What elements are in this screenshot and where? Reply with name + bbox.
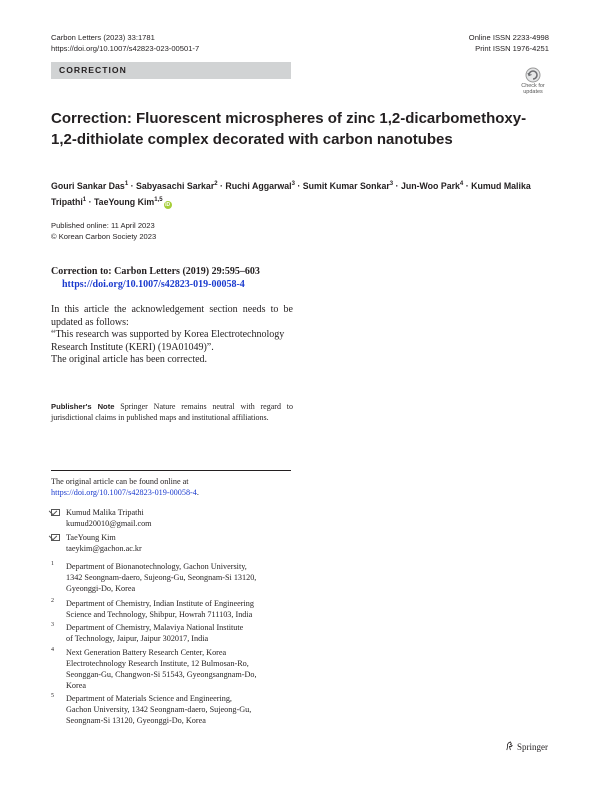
email-icon — [51, 509, 60, 516]
footnote-divider — [51, 470, 291, 471]
springer-horse-icon — [505, 741, 514, 751]
orcid-icon[interactable]: iD — [165, 202, 171, 208]
article-doi[interactable]: https://doi.org/10.1007/s42823-023-00501-7 — [51, 44, 200, 53]
affiliation: 3 Department of Chemistry, Malaviya National Institute of Technology, Jaipur, Jaipur 302017, India — [51, 622, 244, 643]
affiliation: 2 Department of Chemistry, Indian Institute of Engineering Science and Technology, Shibpur, Howrah 711103, India — [51, 598, 254, 619]
contact-email[interactable]: kumud20010@gmail.com — [66, 519, 152, 528]
copyright: © Korean Carbon Society 2023 — [51, 232, 157, 241]
section-label: CORRECTION — [59, 65, 127, 75]
author[interactable]: Sumit Kumar Sonkar$^3$ — [302, 181, 394, 191]
original-article-link[interactable]: https://doi.org/10.1007/s42823-019-00058-4 — [51, 488, 197, 497]
contact-entry — [51, 507, 291, 529]
body-paragraph: The original article has been corrected. — [51, 354, 208, 365]
springer-logo — [505, 741, 548, 753]
author[interactable]: Jun-Woo Park$^4$ — [400, 181, 464, 191]
published-date: Published online: 11 April 2023 — [51, 221, 155, 230]
section-label-bar — [51, 62, 291, 79]
author[interactable]: Sabyasachi Sarkar$^2$ — [136, 181, 218, 191]
affiliation: 5 Department of Materials Science and Engineering, Gachon University, 1342 Seongnam-daero, Sujeong-Gu, Seongnam-Si 13120, Gyeonggi-Do, Korea — [51, 693, 252, 725]
email-icon — [51, 534, 60, 541]
contact-name: TaeYoung Kim — [66, 533, 116, 542]
publisher-note — [51, 401, 293, 423]
publisher-note-label: Publisher's Note — [51, 402, 115, 411]
author[interactable]: Gouri Sankar Das$^1$ — [51, 181, 129, 191]
body-paragraph: “This research was supported by Korea Electrotechnology Research Institute (KERI) (19A01049)”. — [51, 329, 285, 353]
author[interactable]: TaeYoung Kim$^{1,5}$ — [93, 197, 163, 207]
article-title: Correction: Fluorescent microspheres of zinc 1,2-dicarbomethoxy-1,2-dithiolate complex decorated with carbon nanotubes — [51, 110, 527, 148]
print-issn: Print ISSN 1976-4251 — [475, 44, 549, 53]
online-issn: Online ISSN 2233-4998 — [468, 33, 549, 42]
contact-email[interactable]: taeykim@gachon.ac.kr — [66, 544, 142, 553]
issn-block — [469, 32, 549, 54]
body-paragraph: In this article the acknowledgement section needs to be updated as follows: — [51, 304, 293, 328]
affiliation: 4 Next Generation Battery Research Center, Korea Electrotechnology Research Institute, 12 Bulmosan-Ro, Seonggan-Gu, Changwon-Si 51543, Gyeongsangnam-Do, Korea — [51, 647, 257, 690]
author[interactable]: Kumud Malika Tripathi$^1$ — [51, 181, 531, 207]
author-list: Gouri Sankar Das$^1$ · Sabyasachi Sarkar$^2$ · Ruchi Aggarwal$^3$ · Sumit Kumar Sonkar$^3$ · Jun-Woo Park$^4$ · Kumud Malika Tripathi$^1$ · TaeYoung Kim$^{1,5}$iD — [51, 181, 531, 208]
publication-info — [51, 220, 156, 242]
contact-entry — [51, 532, 291, 554]
author[interactable]: Ruchi Aggarwal$^3$ — [225, 181, 295, 191]
springer-wordmark: Springer — [517, 742, 548, 752]
correction-body — [51, 304, 293, 367]
correction-doi-link[interactable]: https://doi.org/10.1007/s42823-019-00058-4 — [62, 279, 245, 290]
correction-to-citation: Correction to: Carbon Letters (2019) 29:595–603 — [51, 266, 260, 277]
original-article-note: The original article can be found online at https://doi.org/10.1007/s42823-019-00058-4. — [51, 477, 199, 497]
publisher-note-text: Springer Nature remains neutral with regard to jurisdictional claims in published maps and institutional affiliations. — [51, 402, 294, 422]
journal-header — [51, 32, 199, 54]
check-for-updates-label[interactable]: Check for updates — [521, 83, 545, 95]
journal-citation: Carbon Letters (2023) 33:1781 — [51, 33, 155, 42]
contact-name: Kumud Malika Tripathi — [66, 508, 144, 517]
correction-reference — [51, 265, 301, 291]
affiliation: 1 Department of Bionanotechnology, Gachon University, 1342 Seongnam-daero, Sujeong-Gu, Seongnam-Si 13120, Gyeonggi-Do, Korea — [51, 561, 257, 593]
